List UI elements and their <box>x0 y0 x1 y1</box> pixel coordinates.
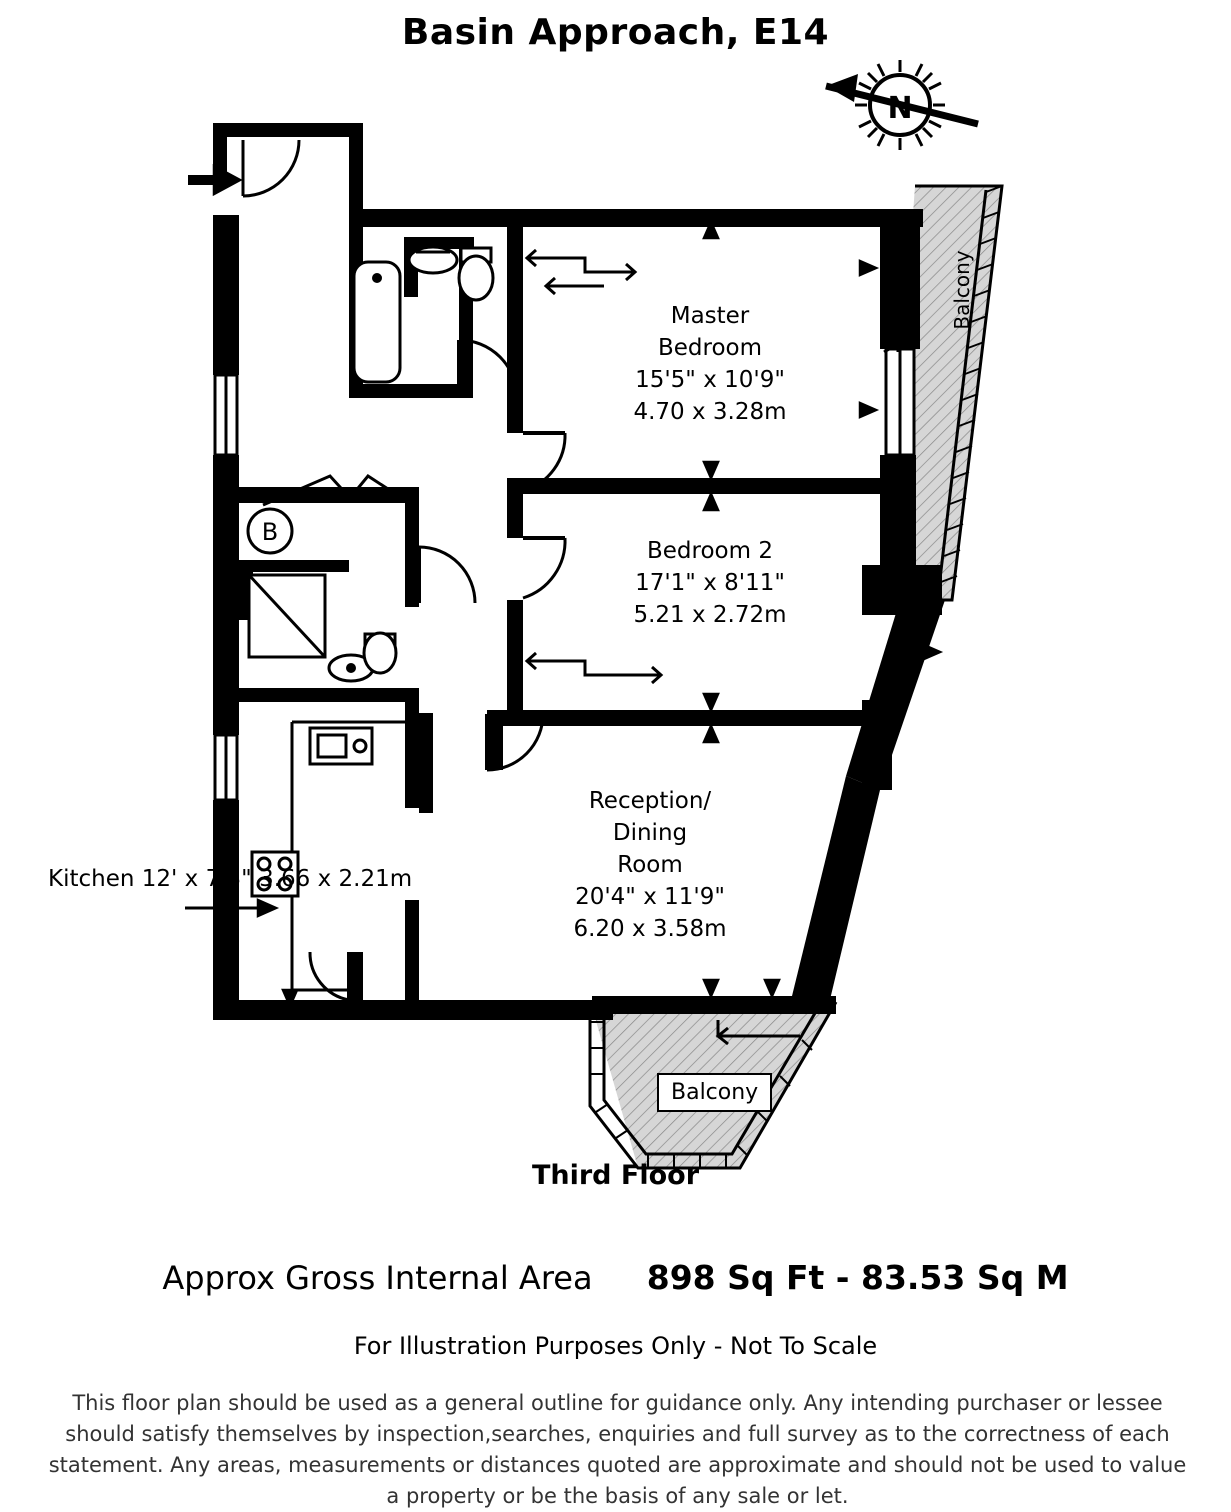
room-name-line: Dining <box>612 820 688 846</box>
balcony-south-label: Balcony <box>657 1073 772 1112</box>
disclaimer-text: This floor plan should be used as a general outline for guidance only. Any intending purchaser or lessee should satisfy themselves by inspection,searches, enquiries and full survey as to the correctness of each statement. Any areas, measurements or distances quoted are approximate and should not be used to value a property or be the basis of any sale or let. <box>48 1391 1187 1508</box>
area-caption: Approx Gross Internal Area <box>162 1259 593 1297</box>
compass-rose <box>826 60 978 150</box>
room-dimension-imperial: 17'1" x 8'11" <box>635 570 785 596</box>
room-label-reception-dining <box>500 785 800 945</box>
room-dimension-metric: 3.66 x 2.21m <box>259 866 413 892</box>
room-dimension-metric: 4.70 x 3.28m <box>633 399 787 425</box>
room-name-line: Master <box>670 303 750 329</box>
gross-internal-area <box>0 1258 1231 1297</box>
room-dimension-imperial: 12' x 7'3" <box>141 866 252 892</box>
svg-text:N: N <box>887 91 913 126</box>
room-dimension-metric: 5.21 x 2.72m <box>633 602 787 628</box>
room-dimension-imperial: 20'4" x 11'9" <box>575 884 725 910</box>
room-name-line: Kitchen <box>48 866 135 892</box>
room-label-master-bedroom <box>565 300 855 428</box>
boiler-marker <box>248 509 292 553</box>
room-label-bedroom-2 <box>565 535 855 631</box>
area-value: 898 Sq Ft - 83.53 Sq M <box>646 1258 1069 1297</box>
room-name-line: Room <box>617 852 683 878</box>
room-name-line: Bedroom 2 <box>647 538 773 564</box>
wc-fixtures <box>249 575 396 681</box>
illustration-note: For Illustration Purposes Only - Not To Scale <box>353 1332 878 1360</box>
svg-text:B: B <box>261 518 279 546</box>
room-dimension-imperial: 15'5" x 10'9" <box>635 367 785 393</box>
room-name-line: Bedroom <box>657 335 763 361</box>
room-label-kitchen <box>48 862 412 896</box>
room-dimension-metric: 6.20 x 3.58m <box>573 916 727 942</box>
balcony-east-label: Balcony <box>950 250 974 330</box>
page-title: Basin Approach, E14 <box>401 12 830 53</box>
floor-level-label: Third Floor <box>531 1160 700 1191</box>
room-name-line: Reception/ <box>588 788 712 814</box>
